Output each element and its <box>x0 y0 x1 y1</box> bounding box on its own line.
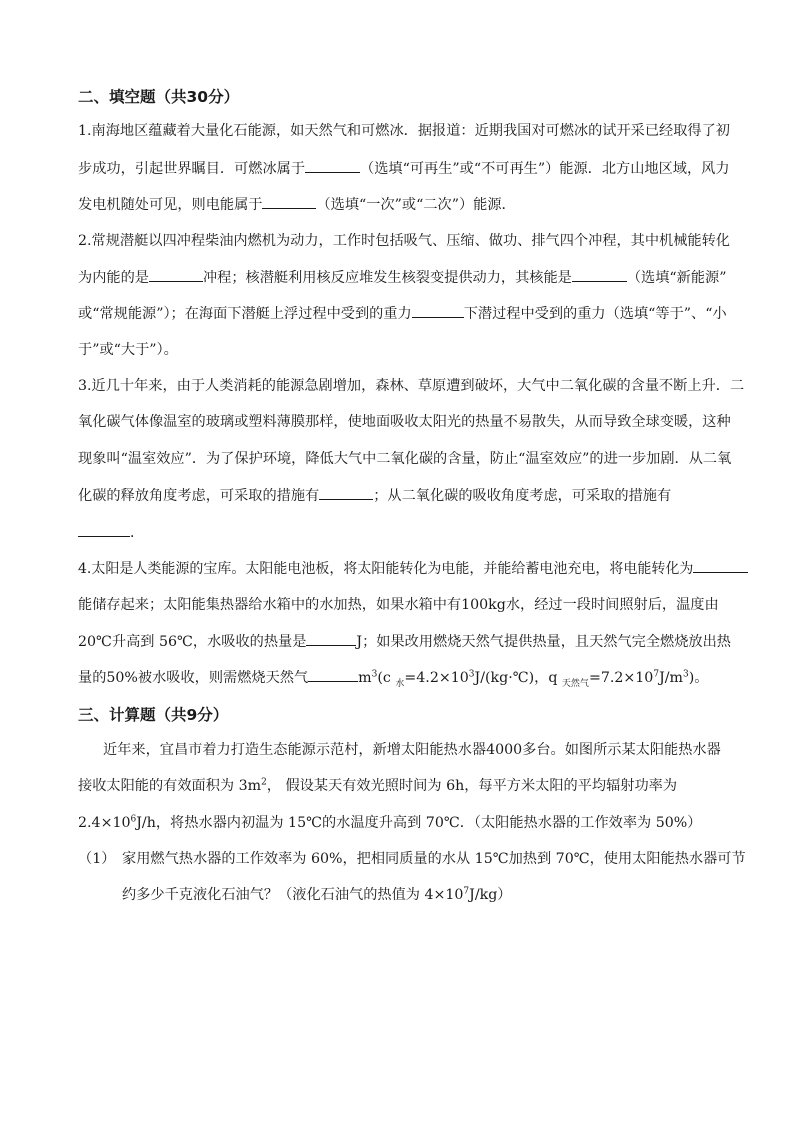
q1-text: （选填“一次”或“二次”）能源． <box>316 197 516 213</box>
answer-blank[interactable] <box>78 522 130 537</box>
q2-line-4: 于”或“大于”）。 <box>78 342 178 358</box>
answer-blank[interactable] <box>305 158 360 173</box>
answer-blank[interactable] <box>149 267 203 282</box>
superscript: 7 <box>653 669 660 680</box>
answer-blank[interactable] <box>572 267 627 282</box>
calc-text: J/h，将热水器内初温为 15℃的水温度升高到 70℃．（太阳能热水器的工作效率为 50%） <box>136 815 702 831</box>
q4-line-3 <box>78 631 731 652</box>
calc-text: ， 假设某天有效光照时间为 6h，每平方米太阳的平均辐射功率为 <box>266 778 678 794</box>
answer-blank[interactable] <box>693 558 748 573</box>
q1-text: 步成功，引起世界瞩目．可燃冰属于 <box>78 161 306 177</box>
q3-line-4 <box>78 485 671 506</box>
calc-text: 接收太阳能的有效面积为 3m <box>78 778 262 794</box>
calc-q1-number: （1） <box>78 851 116 867</box>
q4-text: 量的50%被水吸收，则需燃烧天然气 <box>78 670 309 686</box>
q3-line-2: 氧化碳气体像温室的玻璃或塑料薄膜那样，使地面吸收太阳光的热量不易散失，从而导致全球变暖，这种 <box>78 414 731 430</box>
q2-text: 或“常规能源”）；在海面下潜艇上浮过程中受到的重力 <box>78 306 412 322</box>
q3-text: ． <box>130 525 145 541</box>
q4-text: m <box>358 670 372 686</box>
q3-text: 化碳的释放角度考虑，可采取的措施有 <box>78 488 320 504</box>
superscript: 3 <box>683 669 689 680</box>
q2-text: 下潜过程中受到的重力（选填“等于”、“小 <box>463 306 727 322</box>
q4-text: J/(kg·℃)，q <box>474 670 562 686</box>
answer-blank[interactable] <box>319 485 373 500</box>
q3-line-1: 3.近几十年来，由于人类消耗的能源急剧增加，森林、草原遭到破坏，大气中二氧化碳的含量不断上升．二 <box>78 378 745 394</box>
calc-text: 2.4×10 <box>78 815 131 831</box>
q2-text: 冲程；核潜艇利用核反应堆发生核裂变提供动力，其核能是 <box>202 270 572 286</box>
subscript: 天然气 <box>561 678 589 689</box>
answer-blank[interactable] <box>308 667 358 682</box>
superscript: 3 <box>468 669 475 680</box>
q3-text: ；从二氧化碳的吸收角度考虑，可采取的措施有 <box>373 488 672 504</box>
answer-blank[interactable] <box>412 303 464 318</box>
section-title-calculation: 三、计算题（共9分） <box>78 706 229 724</box>
q2-line-3 <box>78 303 727 324</box>
q4-line-1 <box>78 558 748 579</box>
calc-q1-line-1: 家用燃气热水器的工作效率为 60%，把相同质量的水从 15℃加热到 70℃，使用太阳能热水器可节 <box>122 851 746 867</box>
q4-line-4 <box>78 667 708 688</box>
q1-line-3 <box>78 194 516 215</box>
q4-text: (c <box>377 670 396 686</box>
superscript: 6 <box>130 814 137 825</box>
q4-text: J/m <box>659 670 683 686</box>
superscript: 7 <box>463 886 470 897</box>
calc-intro-line-3 <box>78 813 701 833</box>
q1-text: （选填“可再生”或“不可再生”）能源．北方山地区域，风力 <box>360 161 730 177</box>
q4-text: )。 <box>688 670 709 686</box>
calc-intro-line-2 <box>78 776 677 796</box>
q1-line-2 <box>78 158 730 179</box>
q1-line-1: 1.南海地区蕴藏着大量化石能源，如天然气和可燃冰．据报道：近期我国对可燃冰的试开采已经取得了初 <box>78 123 730 139</box>
q4-text: 4.太阳是人类能源的宝库。太阳能电池板，将太阳能转化为电能，并能给蓄电池充电，将电能转化为 <box>78 561 694 577</box>
answer-blank[interactable] <box>306 631 356 646</box>
q4-text: J；如果改用燃烧天然气提供热量，且天然气完全燃烧放出热 <box>356 634 731 650</box>
calc-intro-line-1: 近年来，宜昌市着力打造生态能源示范村，新增太阳能热水器4000多台。如图所示某太阳能热水器 <box>103 742 721 758</box>
q1-text: 发电机随处可见，则电能属于 <box>78 197 263 213</box>
q2-text: 为内能的是 <box>78 270 149 286</box>
q4-line-2: 能储存起来；太阳能集热器给水箱中的水加热，如果水箱中有100kg水，经过一段时间照射后，温度由 <box>78 597 719 613</box>
calc-q1-line-2 <box>122 885 512 905</box>
superscript: 3 <box>371 669 378 680</box>
q4-text: =7.2×10 <box>588 670 654 686</box>
q4-text: 20℃升高到 56℃，水吸收的热量是 <box>78 634 307 650</box>
q3-line-5 <box>78 522 144 543</box>
q4-text: =4.2×10 <box>404 670 469 686</box>
q2-line-2 <box>78 267 726 288</box>
section-title-fill-blank: 二、填空题（共30分） <box>78 88 240 106</box>
superscript: 2 <box>261 777 267 788</box>
subscript: 水 <box>395 678 405 689</box>
calc-text: J/kg） <box>469 887 512 903</box>
q3-line-3: 现象叫“温室效应”．为了保护环境，降低大气中二氧化碳的含量，防止“温室效应”的进一步加剧．从二氧 <box>78 451 732 467</box>
calc-text: 约多少千克液化石油气？（液化石油气的热值为 4×10 <box>122 887 464 903</box>
q2-line-1: 2.常规潜艇以四冲程柴油内燃机为动力，工作时包括吸气、压缩、做功、排气四个冲程，其中机械能转化 <box>78 233 730 249</box>
answer-blank[interactable] <box>262 194 316 209</box>
q2-text: （选填“新能源” <box>626 270 727 286</box>
